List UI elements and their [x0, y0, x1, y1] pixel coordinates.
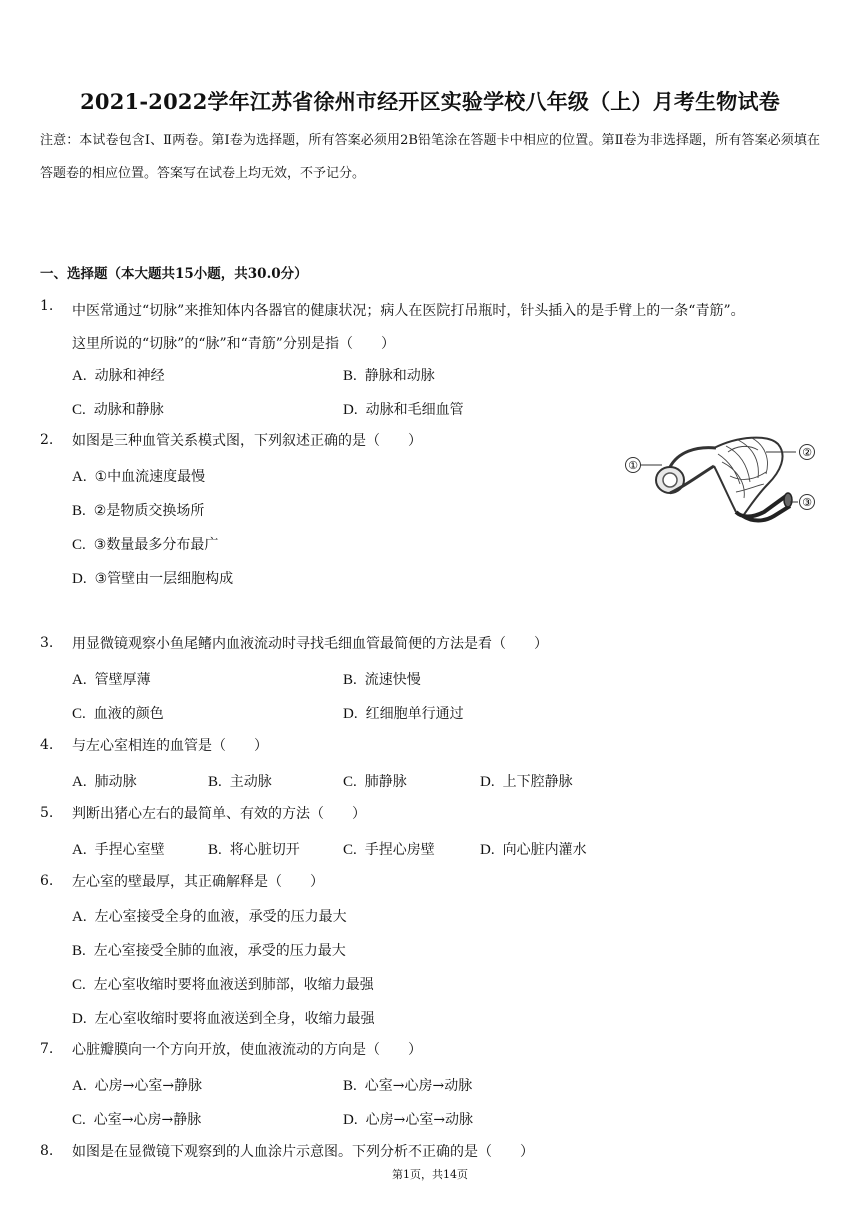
option-key: A.	[72, 672, 87, 688]
option-text: 管壁厚薄	[94, 672, 151, 688]
option-text: 左心室收缩时要将血液送到全身，收缩力最强	[94, 1011, 375, 1027]
option-text: 左心室接受全身的血液，承受的压力最大	[94, 909, 347, 925]
option-b[interactable]	[343, 1075, 472, 1095]
option-text: 上下腔静脉	[502, 774, 573, 790]
artery-wall	[670, 448, 716, 467]
page-title: 2021-2022学年江苏省徐州市经开区实验学校八年级（上）月考生物试卷	[80, 89, 780, 114]
capillary-network	[714, 466, 736, 512]
option-b[interactable]	[208, 839, 300, 859]
option-text: 红细胞单行通过	[365, 706, 464, 722]
option-c[interactable]	[72, 974, 374, 994]
question-stem: 心脏瓣膜向一个方向开放，使血液流动的方向是（ ）	[72, 1042, 422, 1058]
option-d[interactable]	[480, 771, 573, 791]
option-key: C.	[72, 537, 86, 553]
option-text: 动脉和神经	[94, 368, 165, 384]
question-number: 1.	[40, 298, 54, 314]
question-number: 3.	[40, 635, 54, 651]
option-d[interactable]	[72, 568, 233, 588]
option-text: 动脉和静脉	[93, 402, 164, 418]
question-number: 8.	[40, 1143, 54, 1159]
option-d[interactable]	[72, 1008, 375, 1028]
option-text: 血液的颜色	[93, 706, 164, 722]
option-key: C.	[343, 842, 357, 858]
option-a[interactable]	[72, 365, 165, 385]
option-key: D.	[72, 1011, 87, 1027]
exam-notice: 注意：本试卷包含Ⅰ、Ⅱ两卷。第Ⅰ卷为选择题，所有答案必须用2B铅笔涂在答题卡中相应的位置。第Ⅱ卷为非选择题，所有答案必须填在答题卷的相应位置。答案写在试卷上均无效，不予记分。	[40, 133, 820, 181]
option-a[interactable]	[72, 771, 137, 791]
option-key: A.	[72, 1078, 87, 1094]
option-key: C.	[72, 706, 86, 722]
option-c[interactable]	[72, 1109, 201, 1129]
option-text: 心室→心房→动脉	[364, 1078, 473, 1094]
option-key: A.	[72, 469, 87, 485]
option-key: C.	[72, 402, 86, 418]
question-stem: 判断出猪心左右的最简单、有效的方法（ ）	[72, 806, 366, 822]
option-key: B.	[72, 503, 86, 519]
option-c[interactable]	[72, 703, 164, 723]
option-key: B.	[208, 774, 222, 790]
option-d[interactable]	[343, 1109, 473, 1129]
option-key: D.	[343, 402, 358, 418]
option-text: 手捏心房壁	[364, 842, 435, 858]
option-key: A.	[72, 842, 87, 858]
option-key: B.	[72, 943, 86, 959]
question-stem: 如图是三种血管关系模式图，下列叙述正确的是（ ）	[72, 433, 422, 449]
option-a[interactable]	[72, 466, 205, 486]
option-text: 主动脉	[229, 774, 272, 790]
question-number: 7.	[40, 1041, 54, 1057]
figure-label-1: ①	[628, 459, 638, 472]
option-b[interactable]	[343, 365, 435, 385]
question-stem: 用显微镜观察小鱼尾鳍内血液流动时寻找毛细血管最简便的方法是看（ ）	[72, 636, 548, 652]
question-stem: 与左心室相连的血管是（ ）	[72, 738, 268, 754]
option-text: ②是物质交换场所	[93, 503, 205, 519]
option-key: A.	[72, 368, 87, 384]
option-a[interactable]	[72, 1075, 202, 1095]
option-text: 左心室接受全肺的血液，承受的压力最大	[93, 943, 346, 959]
option-text: 静脉和动脉	[364, 368, 435, 384]
option-c[interactable]	[72, 399, 164, 419]
question-number: 2.	[40, 432, 54, 448]
option-key: D.	[343, 706, 358, 722]
option-d[interactable]	[343, 703, 464, 723]
option-a[interactable]	[72, 906, 347, 926]
option-text: 手捏心室壁	[94, 842, 165, 858]
option-key: D.	[343, 1112, 358, 1128]
option-text: ③管壁由一层细胞构成	[94, 571, 234, 587]
option-key: B.	[208, 842, 222, 858]
figure-label-3: ③	[802, 496, 812, 509]
question-stem: 如图是在显微镜下观察到的人血涂片示意图。下列分析不正确的是（ ）	[72, 1144, 534, 1160]
artery-lumen	[663, 473, 677, 487]
section-heading: 一、选择题（本大题共15小题，共30.0分）	[40, 266, 308, 282]
page-footer: 第1页，共14页	[392, 1168, 468, 1181]
option-b[interactable]	[208, 771, 272, 791]
option-key: C.	[72, 1112, 86, 1128]
option-text: 左心室收缩时要将血液送到肺部，收缩力最强	[93, 977, 374, 993]
vein-opening	[784, 493, 792, 507]
option-text: ①中血流速度最慢	[94, 469, 206, 485]
question-stem-line: 中医常通过“切脉”来推知体内各器官的健康状况；病人在医院打吊瓶时，针头插入的是手臂上的一条“青筋”。	[72, 303, 745, 319]
figure-label-2: ②	[802, 446, 812, 459]
option-text: 心室→心房→静脉	[93, 1112, 202, 1128]
option-key: A.	[72, 774, 87, 790]
option-text: 肺静脉	[364, 774, 407, 790]
option-a[interactable]	[72, 839, 165, 859]
option-key: B.	[343, 368, 357, 384]
option-key: C.	[72, 977, 86, 993]
option-c[interactable]	[343, 839, 435, 859]
option-key: D.	[480, 774, 495, 790]
option-a[interactable]	[72, 669, 151, 689]
option-d[interactable]	[343, 399, 464, 419]
question-stem	[72, 295, 827, 361]
blood-vessel-diagram	[618, 432, 823, 524]
question-stem-line: 这里所说的“切脉”的“脉”和“青筋”分别是指（ ）	[72, 336, 395, 352]
option-c[interactable]	[72, 534, 218, 554]
option-text: 将心脏切开	[229, 842, 300, 858]
option-key: D.	[480, 842, 495, 858]
option-d[interactable]	[480, 839, 587, 859]
option-text: 肺动脉	[94, 774, 137, 790]
question-number: 4.	[40, 737, 54, 753]
option-c[interactable]	[343, 771, 407, 791]
option-text: 动脉和毛细血管	[365, 402, 464, 418]
question-stem: 左心室的壁最厚，其正确解释是（ ）	[72, 874, 324, 890]
option-b[interactable]	[72, 940, 346, 960]
option-text: 心房→心室→动脉	[365, 1112, 474, 1128]
option-text: ③数量最多分布最广	[93, 537, 219, 553]
option-key: D.	[72, 571, 87, 587]
option-b[interactable]	[343, 669, 421, 689]
option-b[interactable]	[72, 500, 204, 520]
option-key: C.	[343, 774, 357, 790]
question-number: 5.	[40, 805, 54, 821]
option-key: A.	[72, 909, 87, 925]
option-text: 向心脏内灌水	[502, 842, 587, 858]
question-number: 6.	[40, 873, 54, 889]
option-key: B.	[343, 1078, 357, 1094]
option-text: 心房→心室→静脉	[94, 1078, 203, 1094]
option-text: 流速快慢	[364, 672, 421, 688]
option-key: B.	[343, 672, 357, 688]
